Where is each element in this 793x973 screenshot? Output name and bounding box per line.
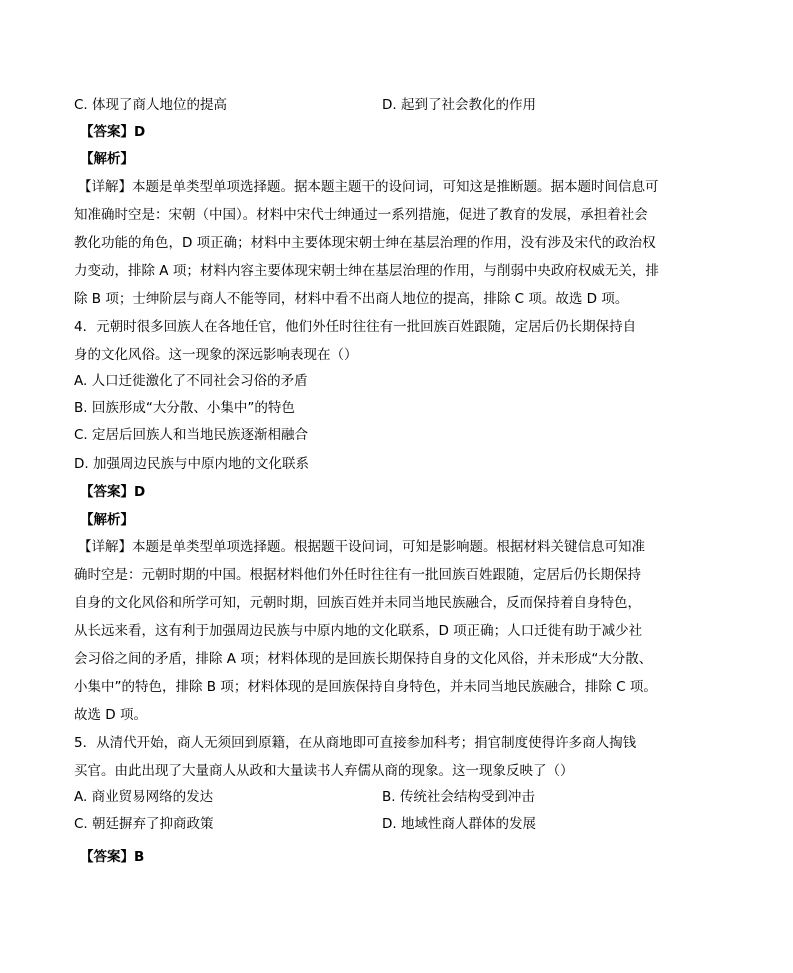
- q4-analysis-label: 【解析】: [80, 512, 134, 528]
- q4-option-d: D. 加强周边民族与中原内地的文化联系: [74, 456, 309, 472]
- q5-option-c: C. 朝廷摒弃了抑商政策: [74, 816, 214, 832]
- q4-stem-line: 身的文化风俗。这一现象的深远影响表现在（）: [74, 347, 358, 363]
- q3-analysis-label: 【解析】: [80, 151, 134, 167]
- q3-explanation-line: 力变动，排除 A 项；材料内容主要体现宋朝士绅在基层治理的作用，与削弱中央政府权威无关，排: [74, 263, 659, 279]
- q5-option-a: A. 商业贸易网络的发达: [74, 789, 214, 805]
- q4-explanation-line: 小集中”的特色，排除 B 项；材料体现的是回族保持自身特色，并未同当地民族融合，排除 C 项。: [74, 679, 657, 695]
- q4-option-a: A. 人口迁徙激化了不同社会习俗的矛盾: [74, 373, 308, 389]
- q3-answer: 【答案】D: [80, 124, 146, 140]
- q3-option-d: D. 起到了社会教化的作用: [382, 97, 536, 113]
- q4-answer: 【答案】D: [80, 484, 146, 500]
- q5-option-b: B. 传统社会结构受到冲击: [382, 789, 535, 805]
- q4-explanation-line: 【详解】本题是单类型单项选择题。根据题干设问词，可知是影响题。根据材料关键信息可知准: [78, 539, 645, 555]
- q4-option-c: C. 定居后回族人和当地民族逐渐相融合: [74, 427, 309, 443]
- q5-stem-line: 买官。由此出现了大量商人从政和大量读书人弃儒从商的现象。这一现象反映了（）: [74, 763, 574, 779]
- q3-explanation-line: 【详解】本题是单类型单项选择题。据本题主题干的设问词，可知这是推断题。据本题时间信息可: [78, 179, 659, 195]
- q4-option-b: B. 回族形成“大分散、小集中”的特色: [74, 400, 295, 416]
- q5-option-d: D. 地域性商人群体的发展: [382, 816, 536, 832]
- q4-explanation-line: 故选 D 项。: [74, 707, 147, 723]
- q3-explanation-line: 教化功能的角色，D 项正确；材料中主要体现宋朝士绅在基层治理的作用，没有涉及宋代的政治权: [74, 235, 656, 251]
- q3-option-c: C. 体现了商人地位的提高: [74, 97, 228, 113]
- q4-explanation-line: 从长远来看，这有利于加强周边民族与中原内地的文化联系，D 项正确；人口迁徙有助于减少社: [74, 623, 643, 639]
- q4-explanation-line: 自身的文化风俗和所学可知，元朝时期，回族百姓并未同当地民族融合，反而保持着自身特色，: [74, 595, 641, 611]
- q5-stem-line: 5．从清代开始，商人无须回到原籍，在从商地即可直接参加科考；捐官制度使得许多商人掏钱: [74, 735, 637, 751]
- q4-explanation-line: 会习俗之间的矛盾，排除 A 项；材料体现的是回族长期保持自身的文化风俗，并未形成“大分散、: [74, 651, 653, 667]
- q4-explanation-line: 确时空是：元朝时期的中国。根据材料他们外任时往往有一批回族百姓跟随，定居后仍长期保持: [74, 567, 641, 583]
- q3-explanation-line: 除 B 项；士绅阶层与商人不能等同，材料中看不出商人地位的提高，排除 C 项。故选 D 项。: [74, 291, 629, 307]
- q3-explanation-line: 知准确时空是：宋朝（中国）。材料中宋代士绅通过一系列措施，促进了教育的发展，承担着社会: [74, 207, 648, 223]
- q5-answer: 【答案】B: [80, 849, 145, 865]
- q4-stem-line: 4．元朝时很多回族人在各地任官，他们外任时往往有一批回族百姓跟随，定居后仍长期保持自: [74, 319, 637, 335]
